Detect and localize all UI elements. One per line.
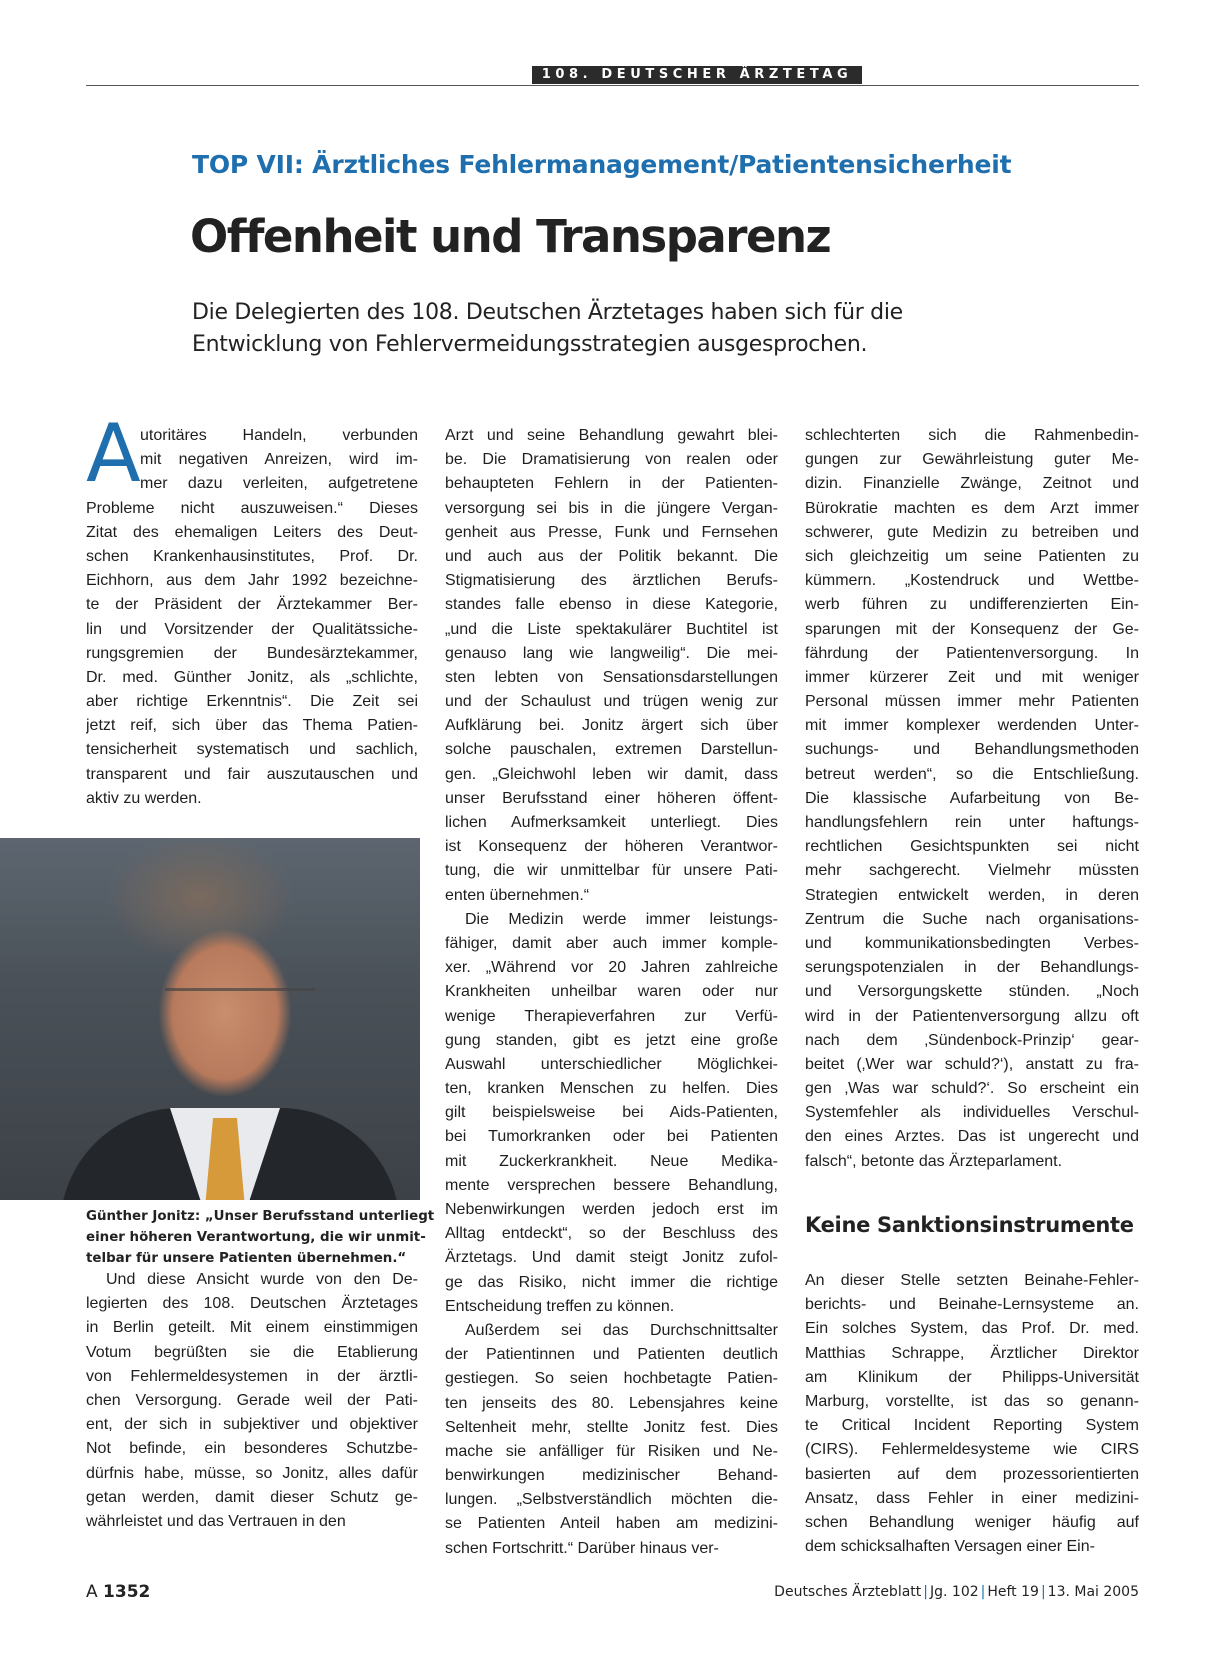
text-line: (CIRS). Fehlermeldesysteme wie CIRS (805, 1441, 1139, 1459)
text-line: ent, der sich in subjektiver und objektiver (86, 1416, 418, 1434)
text-line: schen Fortschritt.“ Darüber hinaus ver- (445, 1539, 719, 1557)
text-line: nach dem ‚Sündenbock-Prinzip‘ gear- (805, 1031, 1139, 1049)
text-line: chen Versorgung. Gerade weil der Pati- (86, 1391, 418, 1409)
text-line: Marburg, vorstellte, ist das so genann- (805, 1392, 1139, 1410)
text-line: von Fehlermeldesystemen in der ärztli- (86, 1367, 418, 1385)
text-line: Ansatz, dass Fehler in einer medizini- (805, 1489, 1139, 1507)
text-line: Eichhorn, aus dem Jahr 1992 bezeichne- (86, 572, 418, 590)
text-line: serungspotenzialen in der Behandlungs- (805, 959, 1139, 977)
text-line: „und die Liste spektakulärer Buchtitel ist (445, 620, 778, 638)
text-line: unser Berufsstand einer höheren öffent- (445, 789, 778, 807)
text-line: Not befinde, ein besonderes Schutzbe- (86, 1440, 418, 1458)
text-line: Dr. med. Günther Jonitz, als „schlichte, (86, 668, 418, 686)
text-line: am Klinikum der Philipps-Universität (805, 1368, 1139, 1386)
text-line: ten jenseits des 80. Lebensjahres keine (445, 1394, 778, 1412)
text-line: Alltag entdeckt“, so der Beschluss des (445, 1225, 778, 1243)
text-line: te Critical Incident Reporting System (805, 1417, 1139, 1435)
text-line: Ein solches System, das Prof. Dr. med. (805, 1320, 1139, 1338)
text-line: schen Krankenhausinstitutes, Prof. Dr. (86, 547, 418, 565)
text-line: aktiv zu werden. (86, 789, 202, 807)
text-line: lin und Vorsitzender der Qualitätssiche- (86, 620, 418, 638)
text-line: utoritäres Handeln, verbunden (140, 427, 418, 444)
text-line: Ärztetags. Und damit steigt Jonitz zufol- (445, 1249, 778, 1267)
text-line: ten, kranken Menschen zu helfen. Dies (445, 1080, 778, 1098)
article-lead (192, 297, 1122, 361)
text-line: werb führen zu undifferenzierten Ein- (805, 596, 1139, 614)
text-line: tensicherheit systematisch und sachlich, (86, 741, 418, 759)
text-line: rungsgremien der Bundesärztekammer, (86, 644, 418, 662)
section-label: 108. DEUTSCHER ÄRZTETAG (532, 66, 862, 84)
lead-line: Die Delegierten des 108. Deutschen Ärztetages haben sich für die (192, 300, 903, 325)
text-line: und Versorgungskette stünden. „Noch (805, 983, 1139, 1001)
column-2 (445, 424, 778, 1561)
text-line: gilt beispielsweise bei Aids-Patienten, (445, 1104, 778, 1122)
text-line: legierten des 108. Deutschen Ärztetages (86, 1295, 418, 1313)
photo-caption (86, 1206, 435, 1269)
text-line: transparent und fair auszutauschen und (86, 765, 418, 783)
journal-name: Deutsches Ärzteblatt (774, 1584, 922, 1600)
text-line: Personal müssen immer mehr Patienten (805, 693, 1139, 711)
drop-cap: A (86, 407, 141, 500)
text-line: falsch“, betonte das Ärzteparlament. (805, 1152, 1063, 1170)
text-line: tung, die wir unmittelbar für unsere Pati- (445, 862, 778, 880)
text-line: getan werden, damit dieser Schutz ge- (86, 1488, 418, 1506)
text-line: sich gleichzeitig um seine Patienten zu (805, 547, 1139, 565)
text-line: dizin. Finanzielle Zwänge, Zeitnot und (805, 475, 1139, 493)
running-header (86, 66, 1139, 86)
page-number (86, 1582, 150, 1602)
text-line: mit immer komplexer werdenden Unter- (805, 717, 1139, 735)
text-line: mehr sachgerecht. Vielmehr müssten (805, 862, 1139, 880)
text-line: suchungs- und Behandlungsmethoden (805, 741, 1139, 759)
text-line: Auswahl unterschiedlicher Möglichkei- (445, 1055, 778, 1073)
text-line: Votum begrüßten sie die Etablierung (86, 1343, 418, 1361)
text-line: kümmern. „Kostendruck und Wettbe- (805, 572, 1139, 590)
lead-line: Entwicklung von Fehlervermeidungsstrategien ausgesprochen. (192, 332, 868, 357)
text-line: Und diese Ansicht wurde von den De- (106, 1271, 418, 1288)
text-line: mit Zuckerkrankheit. Neue Medika- (445, 1152, 778, 1170)
subheading: Keine Sanktionsinstrumente (805, 1213, 1134, 1237)
text-line: aber richtige Erkenntnis“. Die Zeit sei (86, 693, 418, 711)
text-line: betreut werden“, so die Entschließung. (805, 765, 1139, 783)
text-line: sten lebten von Sensationsdarstellungen (445, 668, 778, 686)
text-line: lungen. „Selbstverständlich möchten die- (445, 1491, 778, 1509)
text-line: gestiegen. So seien hochbetagte Patien- (445, 1370, 778, 1388)
text-line: xer. „Während vor 20 Jahren zahlreiche (445, 959, 778, 977)
text-line: genauso lang wie langweilig“. Die mei- (445, 644, 778, 662)
caption-line: Günther Jonitz: „Unser Berufsstand unterliegt (86, 1209, 435, 1224)
column-1-bottom (86, 1268, 418, 1534)
portrait-photo (0, 838, 420, 1200)
topic-line: TOP VII: Ärztliches Fehlermanagement/Patientensicherheit (192, 150, 1012, 179)
text-line: standes falle ebenso in diese Kategorie, (445, 596, 778, 614)
text-line: jetzt reif, sich über das Thema Patien- (86, 717, 418, 735)
journal-volume: Jg. 102 (930, 1584, 979, 1600)
column-3-top (805, 424, 1139, 1174)
text-line: Bürokratie machten es dem Arzt immer (805, 499, 1139, 517)
text-line: genheit aus Presse, Funk und Fernsehen (445, 523, 778, 541)
text-line: Stigmatisierung des ärztlichen Berufs- (445, 572, 778, 590)
text-line: mit negativen Anreizen, wird im- (140, 451, 418, 469)
text-line: mente versprechen bessere Behandlung, (445, 1176, 778, 1194)
text-line: wenige Therapieverfahren zur Verfü- (445, 1007, 778, 1025)
text-line: sparungen mit der Konsequenz der Ge- (805, 620, 1139, 638)
text-line: wird in der Patientenversorgung allzu oft (805, 1007, 1139, 1025)
text-line: versorgung sei bis in die jüngere Vergan- (445, 499, 778, 517)
text-line: gung standen, gibt es jetzt eine große (445, 1031, 778, 1049)
article-title: Offenheit und Transparenz (190, 210, 831, 263)
caption-line: einer höheren Verantwortung, die wir unmit- (86, 1230, 426, 1245)
text-line: Zentrum die Suche nach organisations- (805, 910, 1139, 928)
text-line: gungen zur Gewährleistung guter Me- (805, 451, 1139, 469)
text-line: Die klassische Aufarbeitung von Be- (805, 789, 1139, 807)
text-line: Aufklärung bei. Jonitz ärgert sich über (445, 717, 778, 735)
text-line: gen ‚Was war schuld?‘. So erscheint ein (805, 1080, 1139, 1098)
text-line: schen Behandlung weniger häufig auf (805, 1513, 1139, 1531)
text-line: fährdung der Patientenversorgung. In (805, 644, 1139, 662)
text-line: Probleme nicht auszuweisen.“ Dieses (86, 499, 418, 517)
page-number-value: 1352 (103, 1582, 151, 1602)
photo-glasses (165, 988, 315, 1027)
text-line: enten übernehmen.“ (445, 886, 590, 904)
text-line: immer kürzerer Zeit und mit weniger (805, 668, 1139, 686)
text-line: Strategien entwickelt werden, in deren (805, 886, 1139, 904)
text-line: An dieser Stelle setzten Beinahe-Fehler- (805, 1272, 1139, 1289)
text-line: lichen Aufmerksamkeit unterliegt. Dies (445, 814, 778, 831)
text-line: gen. „Gleichwohl leben wir damit, dass (445, 765, 778, 783)
text-line: der Patientinnen und Patienten deutlich (445, 1346, 778, 1364)
text-line: ge das Risiko, nicht immer die richtige (445, 1273, 778, 1291)
text-line: solche pauschalen, extremen Darstellun- (445, 741, 778, 759)
text-line: Entscheidung treffen zu können. (445, 1297, 675, 1315)
column-1-top (86, 424, 418, 811)
text-line: dem schicksalhaften Versagen einer Ein- (805, 1538, 1095, 1556)
text-line: beitet (‚Wer war schuld?‘), anstatt zu fra- (805, 1055, 1139, 1073)
text-line: handlungsfehlern rein unter haftungs- (805, 814, 1139, 831)
text-line: behaupteten Fehlern in der Patienten- (445, 475, 778, 493)
text-line: Matthias Schrappe, Ärztlicher Direktor (805, 1344, 1139, 1362)
text-line: bei Tumorkranken oder bei Patienten (445, 1128, 778, 1146)
text-line: mer dazu verleiten, aufgetretene (140, 475, 418, 493)
text-line: Krankheiten unheilbar waren oder nur (445, 983, 778, 1001)
text-line: Zitat des ehemaligen Leiters des Deut- (86, 523, 418, 541)
text-line: fähiger, damit aber auch immer komple- (445, 934, 778, 952)
text-line: basierten auf dem prozessorientierten (805, 1465, 1139, 1483)
text-line: und der Schaulust und trügen wenig zur (445, 693, 778, 711)
journal-info: Deutsches Ärzteblatt | Jg. 102 | Heft 19 | 13. Mai 2005 (774, 1584, 1139, 1600)
text-line: benwirkungen medizinischer Behand- (445, 1467, 778, 1485)
text-line: schlechterten sich die Rahmenbedin- (805, 427, 1139, 444)
text-line: und auch aus der Politik bekannt. Die (445, 547, 778, 565)
text-line: den eines Arztes. Das ist ungerecht und (805, 1128, 1139, 1146)
text-line: währleistet und das Vertrauen in den (86, 1512, 346, 1530)
text-line: und kommunikationsbedingten Verbes- (805, 934, 1139, 952)
text-line: Arzt und seine Behandlung gewahrt blei- (445, 427, 778, 444)
text-line: se Patienten Anteil haben am medizini- (445, 1515, 778, 1533)
text-line: Systemfehler als individuelles Verschul- (805, 1104, 1139, 1122)
text-line: schwerer, gute Medizin zu betreiben und (805, 523, 1139, 541)
journal-date: 13. Mai 2005 (1047, 1584, 1139, 1600)
text-line: mache sie anfälliger für Risiken und Ne- (445, 1442, 778, 1460)
text-line: Die Medizin werde immer leistungs- (465, 910, 778, 928)
text-line: dürfnis habe, müsse, so Jonitz, alles dafür (86, 1464, 418, 1482)
text-line: ist Konsequenz der höheren Verantwor- (445, 838, 778, 856)
journal-issue: Heft 19 (987, 1584, 1039, 1600)
text-line: berichts- und Beinahe-Lernsysteme an. (805, 1296, 1139, 1314)
caption-line: telbar für unsere Patienten übernehmen.“ (86, 1251, 407, 1266)
text-line: be. Die Dramatisierung von realen oder (445, 451, 778, 469)
text-line: te der Präsident der Ärztekammer Ber- (86, 596, 418, 614)
text-line: in Berlin geteilt. Mit einem einstimmigen (86, 1319, 418, 1337)
text-line: Nebenwirkungen werden jedoch erst im (445, 1201, 778, 1218)
column-3-bottom (805, 1269, 1139, 1559)
page-prefix: A (86, 1582, 98, 1602)
text-line: rechtlichen Gesichtspunkten sei nicht (805, 838, 1139, 856)
text-line: Außerdem sei das Durchschnittsalter (465, 1321, 778, 1339)
text-line: Seltenheit mehr, stellte Jonitz fest. Dies (445, 1418, 778, 1436)
